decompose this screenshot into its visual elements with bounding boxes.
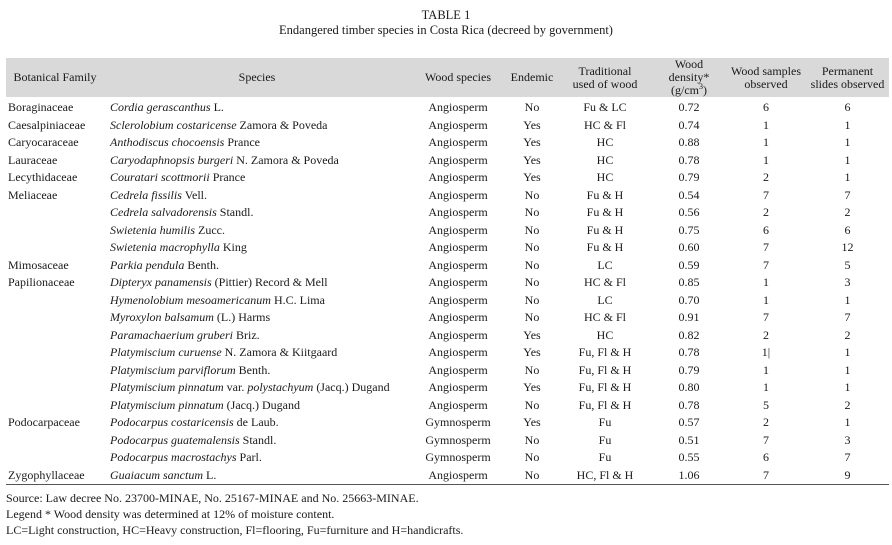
cell-traditional-use: HC	[596, 327, 614, 342]
species-authority: (Pittier) Record & Mell	[211, 275, 328, 289]
cell-species	[104, 397, 410, 415]
cell-permanent-slides: 2	[844, 205, 851, 219]
cell-permanent-slides: 1	[844, 117, 851, 132]
cell-wood-density: 0.74	[678, 117, 700, 132]
cell-wood-density: 0.78	[678, 397, 700, 412]
species-name: Caryodaphnopsis burgeri	[110, 152, 234, 167]
cell-permanent-slides: 3	[844, 432, 851, 447]
cell-wood-density: 0.91	[678, 310, 700, 324]
species-authority: (L.) Harms	[213, 310, 271, 324]
cell-permanent-slides: 1	[844, 415, 851, 429]
cell-wood-species: Angiosperm	[428, 240, 488, 254]
cell-permanent-slides: 1	[844, 345, 851, 359]
cell-wood-samples: 1	[763, 292, 769, 307]
species-name: Dipteryx panamensis	[110, 275, 212, 289]
species-name: Couratari scottmorii	[110, 170, 210, 184]
cell-family	[6, 432, 104, 450]
cell-wood-species: Angiosperm	[428, 380, 488, 394]
species-name: Podocarpus guatemalensis	[110, 432, 240, 447]
cell-permanent-slides: 5	[844, 257, 851, 272]
cell-wood-density: 0.72	[678, 100, 700, 114]
footnote-source: Source: Law decree No. 23700-MINAE, No. 25167-MINAE and No. 25663-MINAE.	[6, 491, 419, 505]
cell-wood-density: 0.82	[678, 327, 700, 342]
table-row	[6, 134, 889, 152]
cell-wood-species: Gymnosperm	[425, 432, 491, 447]
header-density-unit: (g/cm	[671, 83, 699, 97]
cell-wood-density: 0.80	[678, 380, 700, 394]
cell-wood-samples: 6	[763, 100, 769, 114]
table-row	[6, 187, 889, 205]
cell-family	[6, 362, 104, 380]
cell-family: Boraginaceae	[8, 100, 74, 114]
cell-species	[104, 309, 410, 327]
cell-species	[104, 187, 410, 205]
species-authority: Vell.	[181, 187, 208, 202]
cell-wood-samples: 1	[763, 152, 769, 167]
cell-family	[6, 239, 104, 257]
cell-species	[104, 327, 410, 345]
species-authority: N. Zamora & Poveda	[233, 152, 339, 167]
cell-family: Zygophyllaceae	[6, 467, 104, 485]
species-name: Sclerolobium costaricense	[110, 117, 237, 132]
cell-species	[104, 292, 410, 310]
cell-wood-samples: 1	[763, 275, 769, 289]
cell-species	[104, 449, 410, 467]
cell-traditional-use: Fu & H	[586, 222, 624, 237]
cell-endemic: No	[506, 467, 558, 485]
cell-wood-samples: 6	[763, 222, 769, 237]
cell-species	[104, 467, 410, 485]
cell-wood-samples: 7	[763, 240, 769, 254]
cell-family: Meliaceae	[8, 187, 58, 202]
cell-wood-species: Angiosperm	[428, 152, 488, 167]
species-authority: Standl.	[239, 432, 277, 447]
table-row	[6, 432, 889, 450]
table-row	[6, 204, 889, 222]
species-name: Platymiscium parviflorum	[110, 362, 236, 377]
cell-wood-samples: 7	[763, 257, 769, 272]
cell-endemic: Yes	[523, 170, 541, 184]
cell-family: Caryocaraceae	[8, 135, 79, 149]
table-caption	[0, 8, 892, 38]
species-variety-authority: (Jacq.) Dugand	[313, 380, 390, 394]
cell-permanent-slides: 7	[844, 450, 851, 464]
cell-endemic: No	[524, 292, 540, 307]
cell-wood-density: 0.70	[678, 292, 700, 307]
species-name: Cedrela fissilis	[110, 187, 182, 202]
table-row	[6, 239, 889, 257]
cell-traditional-use: Fu & H	[586, 205, 624, 219]
table-footnotes	[6, 490, 463, 538]
cell-wood-density: 0.55	[678, 450, 700, 464]
table-row	[6, 257, 889, 275]
header-slides-line1: Permanent	[821, 63, 874, 78]
cell-traditional-use: HC	[596, 135, 614, 149]
cell-wood-species: Angiosperm	[428, 345, 488, 359]
species-authority: L.	[210, 100, 224, 114]
species-authority: N. Zamora & Kiitgaard	[221, 345, 338, 359]
cell-species	[104, 257, 410, 275]
cell-endemic: No	[524, 310, 540, 324]
cell-wood-species: Angiosperm	[428, 222, 488, 237]
cell-traditional-use: Fu, Fl & H	[578, 380, 632, 394]
species-name: Platymiscium pinnatum	[110, 380, 224, 394]
table-row	[6, 274, 889, 292]
species-authority: var.	[223, 380, 248, 394]
cell-traditional-use: HC	[596, 152, 614, 167]
cell-family: Lecythidaceae	[8, 170, 78, 184]
table-row	[6, 344, 889, 362]
cell-permanent-slides: 2	[844, 327, 851, 342]
cell-permanent-slides: 1	[844, 362, 851, 377]
footnote-density: Legend * Wood density was determined at 12% of moisture content.	[6, 507, 335, 521]
table-row	[6, 152, 889, 170]
table-row	[6, 449, 889, 467]
cell-traditional-use: HC & Fl	[583, 310, 626, 324]
cell-wood-density: 0.78	[678, 152, 700, 167]
cell-family: Caesalpiniaceae	[8, 117, 86, 132]
header-wood-density	[652, 58, 726, 97]
species-authority: Benth.	[184, 257, 219, 272]
cell-traditional-use: HC	[596, 170, 614, 184]
cell-family	[6, 222, 104, 240]
header-traditional-line1: Traditional	[578, 63, 632, 78]
cell-wood-species: Angiosperm	[428, 135, 488, 149]
table-row	[6, 397, 889, 415]
cell-wood-species: Gymnosperm	[425, 415, 491, 429]
cell-family	[6, 327, 104, 345]
cell-endemic: No	[524, 450, 540, 464]
table-number: TABLE 1	[421, 8, 471, 22]
species-name: Podocarpus costaricensis	[110, 415, 234, 429]
species-authority: Zamora & Poveda	[236, 117, 328, 132]
cell-wood-density: 0.60	[678, 240, 700, 254]
species-variety-name: polystachyum	[247, 380, 314, 394]
table-row	[6, 362, 889, 380]
cell-traditional-use: Fu	[598, 415, 612, 429]
cell-traditional-use: LC	[597, 292, 613, 307]
species-name: Myroxylon balsamum	[110, 310, 214, 324]
cell-wood-species: Angiosperm	[428, 117, 488, 132]
header-permanent-slides	[806, 58, 889, 97]
cell-traditional-use: Fu, Fl & H	[578, 397, 632, 412]
cell-traditional-use: HC & Fl	[583, 117, 626, 132]
cell-wood-samples: 5	[763, 397, 769, 412]
species-name: Podocarpus macrostachys	[110, 450, 237, 464]
cell-species	[104, 152, 410, 170]
cell-wood-species: Angiosperm	[428, 257, 488, 272]
cell-wood-species: Angiosperm	[428, 205, 488, 219]
header-density-close: )	[703, 83, 707, 97]
cell-traditional-use: Fu & LC	[583, 100, 627, 114]
header-traditional-line2: used of wood	[572, 76, 638, 91]
table-row	[6, 379, 889, 397]
cell-family	[6, 449, 104, 467]
cell-species	[104, 117, 410, 135]
species-authority: King	[219, 240, 247, 254]
species-name: Cordia gerascanthus	[110, 100, 211, 114]
cell-wood-species: Angiosperm	[428, 397, 488, 412]
cell-species	[104, 97, 410, 117]
cell-permanent-slides: 1	[844, 170, 851, 184]
cell-wood-samples: 1	[763, 380, 769, 394]
cell-family	[6, 204, 104, 222]
header-density-line1: Wood density*	[668, 57, 710, 84]
table-row	[6, 97, 889, 117]
cell-permanent-slides: 1	[844, 380, 851, 394]
table-row	[6, 117, 889, 135]
species-authority: Prance	[224, 135, 260, 149]
species-name: Parkia pendula	[110, 257, 185, 272]
cell-wood-species: Angiosperm	[428, 327, 488, 342]
cell-wood-density: 0.79	[678, 362, 700, 377]
cell-wood-density: 0.56	[678, 205, 700, 219]
cell-species	[104, 344, 410, 362]
cell-wood-samples: 1	[763, 135, 769, 149]
cell-endemic: Yes	[523, 415, 541, 429]
cell-species	[104, 274, 410, 292]
species-authority: H.C. Lima	[270, 292, 325, 307]
table-body	[6, 97, 889, 485]
species-authority: de Laub.	[233, 415, 279, 429]
table-row	[6, 467, 889, 485]
cell-traditional-use: HC & Fl	[583, 275, 626, 289]
cell-species	[104, 134, 410, 152]
species-name: Swietenia macrophylla	[110, 240, 220, 254]
cell-endemic: No	[524, 397, 540, 412]
cell-endemic: No	[524, 432, 540, 447]
cell-traditional-use: HC, Fl & H	[558, 467, 652, 485]
cell-endemic: No	[524, 100, 540, 114]
cell-wood-density: 1.06	[652, 467, 726, 485]
cell-wood-density: 0.78	[678, 345, 700, 359]
cell-permanent-slides: 9	[806, 467, 889, 485]
cell-species	[104, 414, 410, 432]
cell-permanent-slides: 1	[844, 292, 851, 307]
cell-species	[104, 239, 410, 257]
cell-permanent-slides: 12	[841, 240, 854, 254]
cell-species	[104, 222, 410, 240]
table-row	[6, 169, 889, 187]
table-row	[6, 222, 889, 240]
cell-wood-samples: 1|	[761, 345, 771, 359]
cell-endemic: No	[524, 257, 540, 272]
cell-wood-species: Angiosperm	[428, 187, 488, 202]
species-name: Anthodiscus chocoensis	[110, 135, 225, 149]
cell-endemic: No	[524, 222, 540, 237]
cell-traditional-use: Fu & H	[586, 187, 624, 202]
cell-endemic: No	[524, 205, 540, 219]
species-authority: Prance	[209, 170, 246, 184]
header-family: Botanical Family	[13, 70, 97, 84]
header-endemic: Endemic	[510, 70, 554, 84]
cell-family: Mimosaceae	[8, 257, 69, 272]
cell-species	[104, 432, 410, 450]
cell-wood-samples: 6	[763, 450, 769, 464]
cell-wood-species: Gymnosperm	[425, 450, 491, 464]
species-authority: Briz.	[233, 327, 260, 342]
cell-wood-samples: 7	[763, 432, 769, 447]
header-slides-line2: slides observed	[810, 76, 885, 91]
cell-family	[6, 397, 104, 415]
cell-wood-density: 0.85	[678, 275, 700, 289]
cell-permanent-slides: 1	[844, 135, 851, 149]
table-row	[6, 292, 889, 310]
species-authority: (Jacq.) Dugand	[223, 397, 300, 412]
cell-wood-samples: 7	[763, 310, 769, 324]
species-authority: Benth.	[235, 362, 271, 377]
header-samples-line2: observed	[744, 76, 788, 91]
species-authority: Standl.	[216, 205, 254, 219]
cell-wood-samples: 7	[726, 467, 806, 485]
cell-family	[6, 292, 104, 310]
cell-endemic: Yes	[523, 117, 541, 132]
cell-wood-density: 0.88	[678, 135, 700, 149]
cell-traditional-use: Fu & H	[586, 240, 624, 254]
cell-species	[104, 204, 410, 222]
cell-species	[104, 362, 410, 380]
cell-endemic: No	[524, 362, 540, 377]
cell-species	[104, 169, 410, 187]
cell-wood-samples: 7	[763, 187, 769, 202]
species-authority: Parl.	[236, 450, 262, 464]
cell-endemic: Yes	[523, 327, 541, 342]
cell-wood-samples: 2	[763, 205, 769, 219]
species-name: Paramachaerium gruberi	[110, 327, 233, 342]
cell-endemic: Yes	[523, 345, 541, 359]
cell-wood-density: 0.75	[678, 222, 700, 237]
cell-endemic: No	[524, 187, 540, 202]
cell-family: Lauraceae	[8, 152, 58, 167]
cell-permanent-slides: 1	[844, 152, 851, 167]
cell-family: Papilionaceae	[8, 275, 75, 289]
cell-endemic: Yes	[523, 152, 541, 167]
cell-permanent-slides: 2	[844, 397, 851, 412]
cell-family	[6, 379, 104, 397]
cell-endemic: No	[524, 240, 540, 254]
cell-traditional-use: Fu	[598, 450, 612, 464]
table-title: Endangered timber species in Costa Rica (decreed by government)	[279, 23, 613, 37]
species-authority: Zucc.	[195, 222, 225, 237]
cell-wood-species: Angiosperm	[428, 310, 488, 324]
cell-permanent-slides: 7	[844, 187, 851, 202]
header-wood-samples	[726, 58, 806, 97]
footnote-uses: LC=Light construction, HC=Heavy construction, Fl=flooring, Fu=furniture and H=handicrafts.	[6, 523, 464, 537]
cell-traditional-use: Fu	[598, 432, 612, 447]
cell-endemic: Yes	[523, 135, 541, 149]
species-table	[6, 58, 889, 485]
cell-species	[104, 379, 410, 397]
species-name: Guaiacum sanctum	[110, 467, 203, 482]
cell-permanent-slides: 6	[844, 100, 851, 114]
cell-traditional-use: Fu, Fl & H	[578, 362, 632, 377]
table-header-row	[6, 58, 889, 97]
header-wood-species: Wood species	[424, 70, 492, 84]
cell-wood-density: 0.51	[678, 432, 700, 447]
cell-endemic: No	[524, 275, 540, 289]
species-name: Swietenia humilis	[110, 222, 195, 237]
cell-wood-species: Angiosperm	[410, 467, 506, 485]
cell-wood-density: 0.59	[678, 257, 700, 272]
cell-wood-samples: 2	[763, 415, 769, 429]
species-name: Cedrela salvadorensis	[110, 205, 217, 219]
header-species: Species	[238, 70, 276, 84]
table-row	[6, 309, 889, 327]
header-density-exponent: 3	[699, 82, 703, 91]
cell-traditional-use: Fu, Fl & H	[578, 345, 632, 359]
header-samples-line1: Wood samples	[730, 63, 802, 78]
header-traditional-use	[558, 58, 652, 97]
cell-wood-density: 0.57	[678, 415, 700, 429]
cell-wood-density: 0.54	[678, 187, 700, 202]
cell-wood-samples: 1	[763, 362, 769, 377]
cell-permanent-slides: 3	[844, 275, 851, 289]
cell-endemic: Yes	[523, 380, 541, 394]
cell-wood-density: 0.79	[678, 170, 700, 184]
species-authority: L.	[203, 467, 217, 482]
cell-wood-species: Angiosperm	[428, 275, 488, 289]
table-row	[6, 327, 889, 345]
cell-wood-samples: 2	[763, 327, 769, 342]
cell-wood-species: Angiosperm	[428, 362, 488, 377]
cell-wood-species: Angiosperm	[428, 170, 488, 184]
cell-wood-species: Angiosperm	[428, 100, 488, 114]
cell-permanent-slides: 6	[844, 222, 851, 237]
cell-wood-species: Angiosperm	[428, 292, 488, 307]
cell-family: Podocarpaceae	[8, 415, 80, 429]
species-name: Platymiscium curuense	[110, 345, 222, 359]
cell-family	[6, 309, 104, 327]
table-row	[6, 414, 889, 432]
cell-wood-samples: 2	[763, 170, 769, 184]
cell-wood-samples: 1	[763, 117, 769, 132]
cell-family	[6, 344, 104, 362]
species-name: Hymenolobium mesoamericanum	[110, 292, 271, 307]
cell-permanent-slides: 7	[844, 310, 851, 324]
cell-traditional-use: LC	[597, 257, 613, 272]
species-name: Platymiscium pinnatum	[110, 397, 224, 412]
